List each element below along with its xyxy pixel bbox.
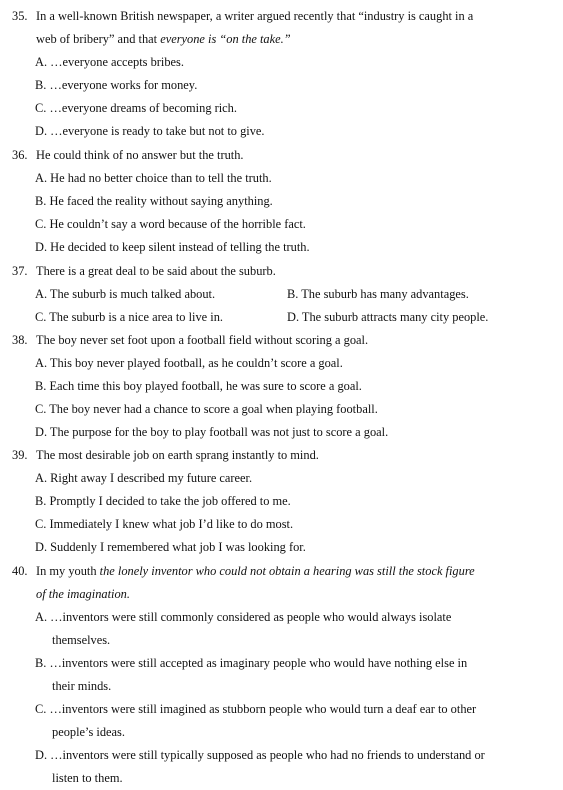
option-d: D. Suddenly I remembered what job I was looking for. <box>35 540 306 554</box>
question-number: 37. <box>12 264 28 278</box>
question-number: 36. <box>12 148 28 162</box>
option-a: A. …everyone accepts bribes. <box>35 55 184 69</box>
question-stem-text: In a well-known British newspaper, a writer argued recently that “industry is caught in a <box>36 9 474 23</box>
option-c: C. …inventors were still imagined as stubborn people who would turn a deaf ear to other <box>35 702 477 716</box>
question-38-stem <box>12 332 368 348</box>
question-40-stem-line-1 <box>12 563 475 579</box>
option-b: B. Each time this boy played football, he was sure to score a goal. <box>35 379 362 393</box>
option-c: C. He couldn’t say a word because of the horrible fact. <box>35 217 306 231</box>
question-stem-italic: of the imagination. <box>36 587 130 601</box>
question-stem-text: The boy never set foot upon a football field without scoring a goal. <box>36 333 369 347</box>
option-b: B. …inventors were still accepted as imaginary people who would have nothing else in <box>35 656 468 670</box>
option-b-continued: their minds. <box>52 679 112 693</box>
option-b: B. …everyone works for money. <box>35 78 198 92</box>
option-d-continued: listen to them. <box>52 771 123 785</box>
question-stem-italic: the lonely inventor who could not obtain a hearing was still the stock figure <box>99 564 475 578</box>
option-c: C. The boy never had a chance to score a goal when playing football. <box>35 402 378 416</box>
question-40-stem-line-2 <box>36 586 130 602</box>
question-39-stem <box>12 447 319 463</box>
option-b: B. The suburb has many advantages. <box>287 287 469 301</box>
option-d: D. He decided to keep silent instead of telling the truth. <box>35 240 310 254</box>
question-stem-text: He could think of no answer but the truth. <box>36 148 244 162</box>
option-a: A. Right away I described my future career. <box>35 471 253 485</box>
option-a: A. The suburb is much talked about. <box>35 287 216 301</box>
option-b: B. He faced the reality without saying anything. <box>35 194 273 208</box>
question-stem-text: web of bribery” and that <box>36 32 161 46</box>
option-a: A. …inventors were still commonly considered as people who would always isolate <box>35 610 452 624</box>
option-c-continued: people’s ideas. <box>52 725 125 739</box>
option-b: B. Promptly I decided to take the job offered to me. <box>35 494 291 508</box>
question-number: 39. <box>12 448 28 462</box>
question-stem-text: There is a great deal to be said about the suburb. <box>36 264 276 278</box>
option-d: D. …inventors were still typically supposed as people who had no friends to understand or <box>35 748 485 762</box>
option-c: C. Immediately I knew what job I’d like to do most. <box>35 517 294 531</box>
option-a-continued: themselves. <box>52 633 111 647</box>
question-37-stem <box>12 263 276 279</box>
question-stem-text: The most desirable job on earth sprang instantly to mind. <box>36 448 319 462</box>
option-d: D. …everyone is ready to take but not to give. <box>35 124 265 138</box>
question-35-stem-line-1 <box>12 8 473 24</box>
question-number: 35. <box>12 9 28 23</box>
question-stem-italic: everyone is “on the take.” <box>160 32 291 46</box>
option-a: A. He had no better choice than to tell the truth. <box>35 171 272 185</box>
question-36-stem <box>12 147 244 163</box>
question-35-stem-line-2 <box>36 31 291 47</box>
question-number: 38. <box>12 333 28 347</box>
option-d: D. The purpose for the boy to play football was not just to score a goal. <box>35 425 389 439</box>
option-d: D. The suburb attracts many city people. <box>287 310 489 324</box>
option-c: C. The suburb is a nice area to live in. <box>35 310 223 324</box>
question-stem-text: In my youth <box>36 564 100 578</box>
option-c: C. …everyone dreams of becoming rich. <box>35 101 237 115</box>
question-number: 40. <box>12 564 28 578</box>
option-a: A. This boy never played football, as he couldn’t score a goal. <box>35 356 343 370</box>
